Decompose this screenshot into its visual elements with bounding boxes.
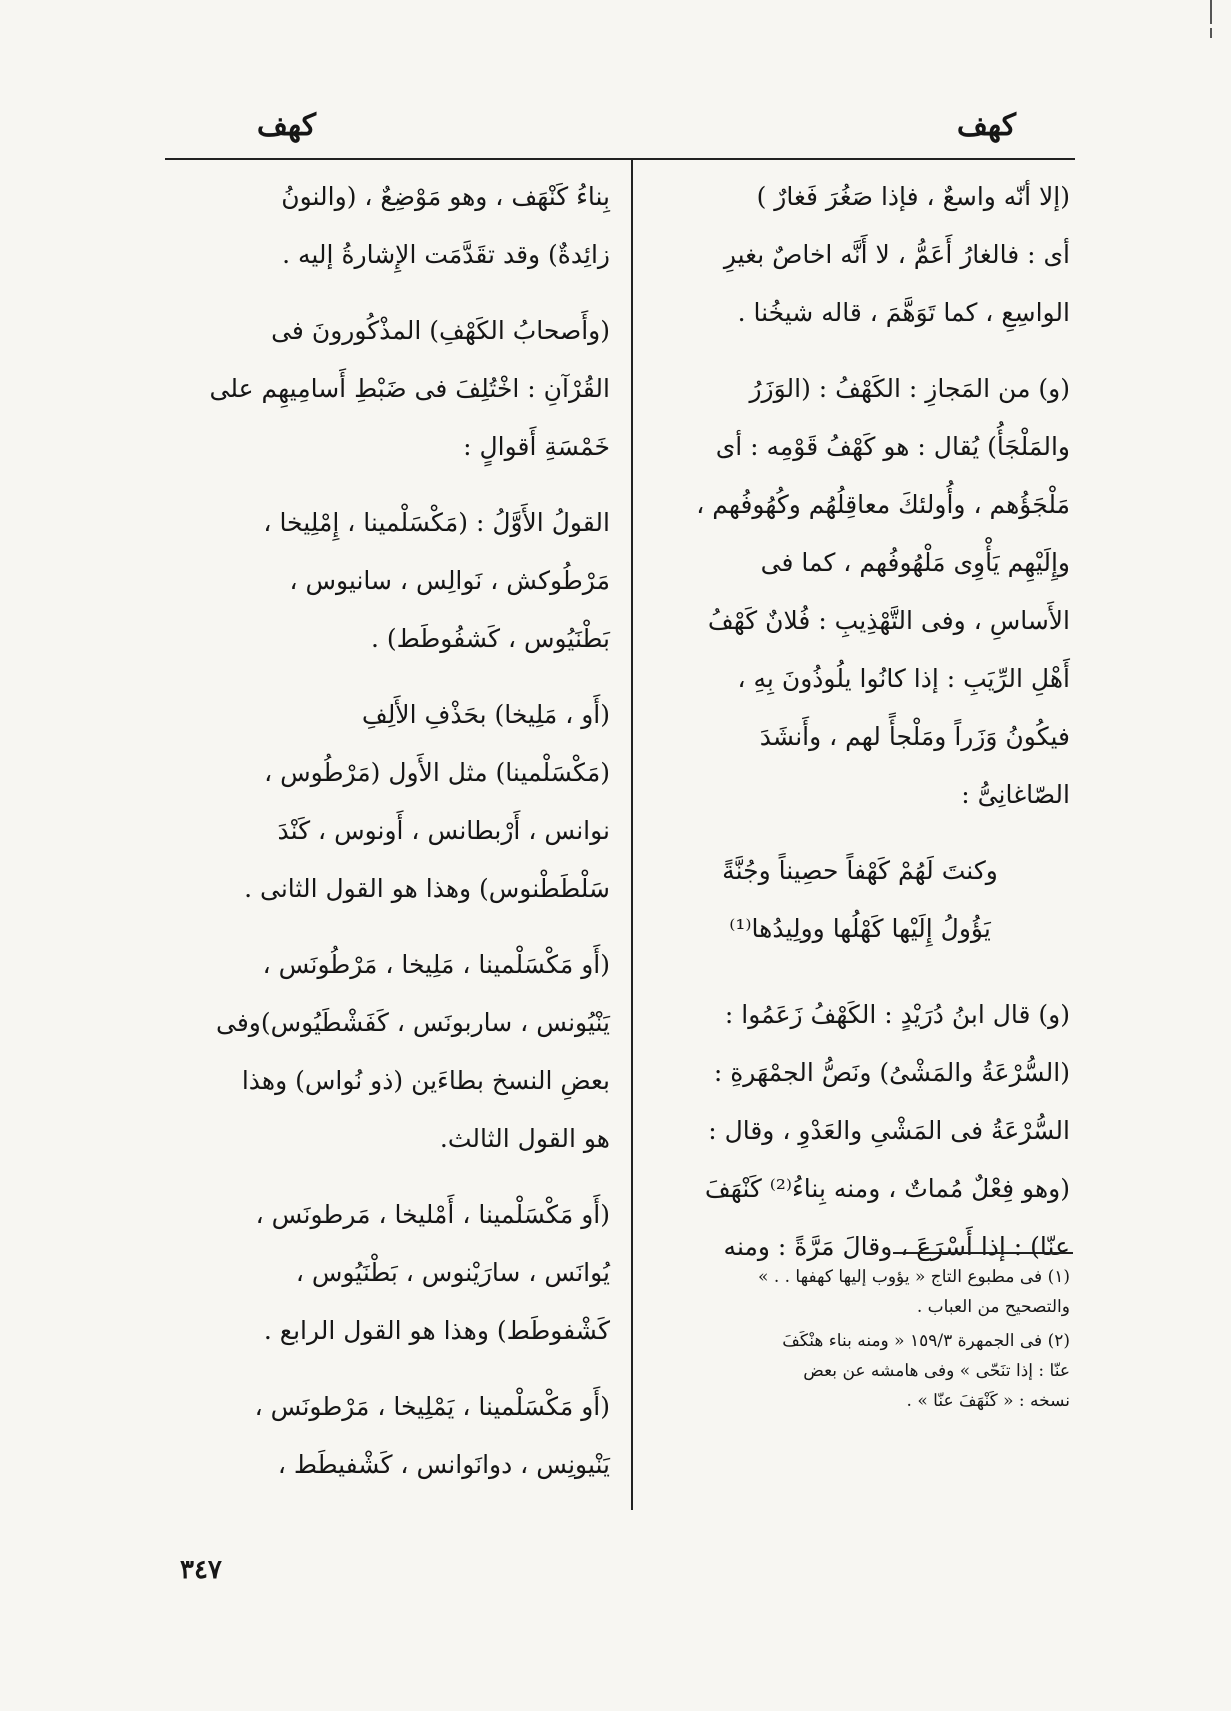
verse-line: يَؤُولُ إِلَيْها كَهْلُها وولِيدُها⁽¹⁾: [729, 914, 991, 943]
text-line: مَرْطُوكش ، نَوالِس ، سانيوس ،: [289, 566, 610, 595]
text-line: زائِدةٌ) وقد تقَدَّمَت الإِشارةُ إليه .: [282, 240, 610, 269]
text-line: (السُّرْعَةُ والمَشْىُ) ونَصُّ الجمْهَرةِ :: [713, 1058, 1070, 1087]
text-line: أى : فالغارُ أَعَمُّ ، لا أَنَّه اخاصٌ بغيرِ: [723, 240, 1070, 269]
text-line: يُوانَس ، سارَيْنوس ، بَطْنَيُوس ،: [295, 1258, 610, 1287]
text-line: الصّاغانِىُّ :: [961, 780, 1070, 809]
crop-mark: [1210, 0, 1212, 24]
paragraph: [170, 936, 610, 1168]
paragraph: [170, 686, 610, 918]
paragraph: [170, 1186, 610, 1360]
text-line: يَنْيونِس ، دوانَوانس ، كَشْفيطَط ،: [277, 1450, 610, 1479]
text-line: هو القول الثالث.: [439, 1124, 610, 1153]
text-line: الأَساسِ ، وفى التَّهْذِيبِ : فُلانٌ كَهْفُ: [707, 606, 1070, 635]
paragraph: [660, 168, 1070, 342]
text-line: (أَو مَكْسَلْمينا ، يَمْلِيخا ، مَرْطونَس ،: [254, 1392, 610, 1421]
text-line: (وهو فِعْلٌ مُماتٌ ، ومنه بِناءُ⁽²⁾ كَنْهَفَ: [704, 1174, 1070, 1203]
text-line: بعضِ النسخ بطاءَين (ذو نُواس) وهذا: [241, 1066, 610, 1095]
paragraph: [170, 168, 610, 284]
verse-line: وكنتَ لَهُمْ كَهْفاً حصِيناً وجُنَّةً: [722, 856, 998, 885]
text-line: (و) من المَجازِ : الكَهْفُ : (الوَزَرُ: [749, 374, 1070, 403]
footnote-line: والتصحيح من العباب .: [916, 1297, 1070, 1317]
text-line: (وأَصحابُ الكَهْفِ) المذْكُورونَ فى: [271, 316, 610, 345]
header-rule: [165, 158, 1075, 160]
text-line: يَنْيُونس ، ساربونَس ، كَفَشْطَيُوس)وفى: [215, 1008, 610, 1037]
text-line: القُرْآنِ : اخْتُلِفَ فى ضَبْطِ أَسامِيهِم على: [209, 374, 610, 403]
text-line: نوانس ، أَرْبطانس ، أَونوس ، كَنْدَ: [277, 816, 610, 845]
text-line: عنّا) : إذا أَسْرَعَ ، وقالَ مَرَّةً : ومنه: [723, 1232, 1070, 1261]
footnote-line: (٢) فى الجمهرة ١٥٩/٣ « ومنه بناء هنْكَفَ: [782, 1331, 1070, 1351]
right-column: [660, 168, 1070, 1294]
column-divider: [631, 160, 633, 1510]
text-line: فيكُونُ وَزَراً ومَلْجأً لهم ، وأَنشَدَ: [759, 722, 1070, 751]
text-line: بَطْنَيُوس ، كَشفُوطَط) .: [371, 624, 610, 653]
text-line: السُّرْعَةُ فى المَشْىِ والعَدْوِ ، وقال :: [708, 1116, 1070, 1145]
text-line: (مَكْسَلْمينا) مثل الأَول (مَرْطُوس ،: [264, 758, 610, 787]
text-line: كَشْفوطَط) وهذا هو القول الرابع .: [263, 1316, 610, 1345]
paragraph: [660, 360, 1070, 824]
text-line: والمَلْجَأُ) يُقال : هو كَهْفُ قَوْمِه : أى: [715, 432, 1070, 461]
footnote-line: نسخه : « كَنْهَفَ عنّا » .: [906, 1391, 1070, 1411]
text-line: سَلْطَطْنوس) وهذا هو القول الثانى .: [244, 874, 610, 903]
footnote: [665, 1326, 1070, 1416]
text-line: خَمْسَةِ أَقوالٍ :: [463, 432, 610, 461]
paragraph: [170, 494, 610, 668]
text-line: مَلْجَؤُهم ، وأُولئكَ معاقِلُهُم وكُهُوفُهم ،: [696, 490, 1070, 519]
crop-mark: [1210, 28, 1212, 38]
page-number: ٣٤٧: [180, 1555, 222, 1585]
text-line: أَهْلِ الرِّيَبِ : إذا كانُوا يلُوذُونَ بِهِ ،: [737, 664, 1070, 693]
footnotes: [665, 1262, 1070, 1420]
paragraph: [170, 302, 610, 476]
left-column: [170, 168, 610, 1512]
running-head-right: كهف: [956, 108, 1016, 143]
text-line: بِناءُ كَنْهَف ، وهو مَوْضِعٌ ، (والنونُ: [281, 182, 610, 211]
text-line: (و) قال ابنُ دُرَيْدٍ : الكَهْفُ زَعَمُوا :: [724, 1000, 1070, 1029]
poetry-verse: [660, 842, 1070, 958]
footnote-line: (١) فى مطبوع التاج « يؤوب إليها كهفها . . »: [758, 1267, 1070, 1287]
text-line: الواسِعِ ، كما تَوَهَّمَ ، قاله شيخُنا .: [737, 298, 1070, 327]
footnote-rule: [893, 1252, 1073, 1254]
paragraph: [660, 986, 1070, 1276]
running-head-left: كهف: [256, 108, 316, 143]
text-line: القولُ الأَوَّلُ : (مَكْسَلْمينا ، إِمْلِيخا ،: [263, 508, 610, 537]
footnote: [665, 1262, 1070, 1322]
paragraph: [170, 1378, 610, 1494]
text-line: (إلا أنّه واسعٌ ، فإذا صَغُرَ فَغارٌ ): [756, 182, 1070, 211]
text-line: (أَو ، مَلِيخا) بحَذْفِ الأَلِفِ: [361, 700, 610, 729]
text-line: (أَو مَكْسَلْمينا ، أَمْليخا ، مَرطونَس ،: [255, 1200, 610, 1229]
text-line: وإِلَيْهِم يَأْوِى مَلْهُوفُهم ، كما فى: [760, 548, 1070, 577]
footnote-line: عنّا : إذا تنَحّى » وفى هامشه عن بعض: [803, 1361, 1070, 1381]
text-line: (أَو مَكْسَلْمينا ، مَلِيخا ، مَرْطُونَس ،: [262, 950, 610, 979]
